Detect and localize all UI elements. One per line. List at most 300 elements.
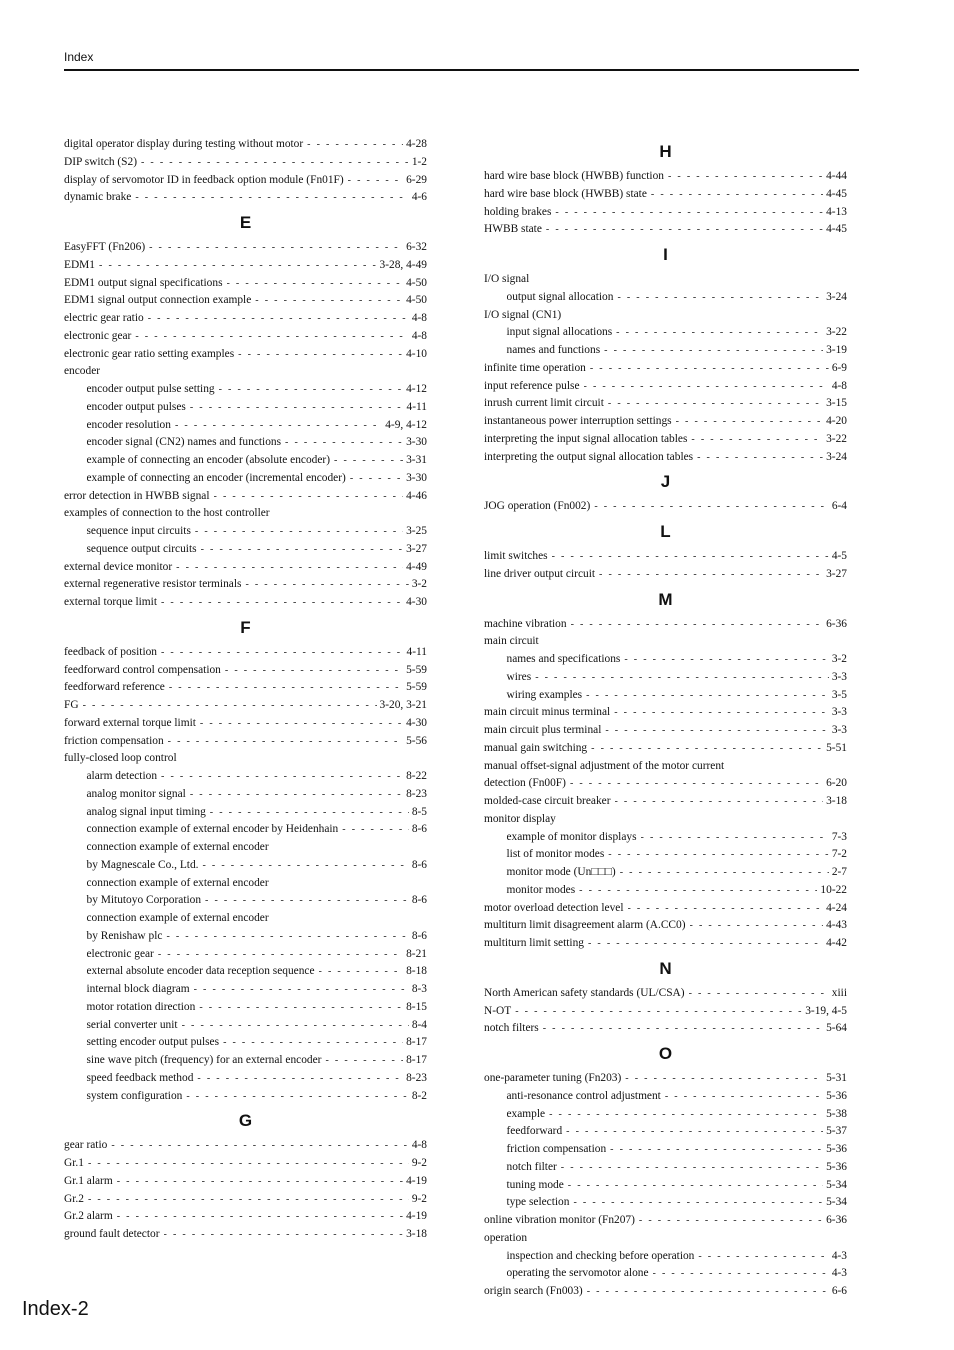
dot-leader xyxy=(697,449,823,467)
page-reference: 5-37 xyxy=(826,1125,847,1138)
index-subentry xyxy=(64,786,427,804)
dot-leader xyxy=(219,381,403,399)
dot-leader xyxy=(620,864,829,882)
dot-leader xyxy=(161,644,404,662)
page-reference: 5-31 xyxy=(826,1072,847,1084)
page-reference: 5-38 xyxy=(826,1107,847,1120)
dot-leader xyxy=(552,548,829,566)
index-term: tuning mode xyxy=(506,1178,564,1191)
index-entry xyxy=(484,935,847,953)
page-reference: 3-27 xyxy=(826,567,847,580)
dot-leader xyxy=(149,239,403,257)
index-term: speed feedback method xyxy=(86,1071,194,1084)
section-letter-e: E xyxy=(239,213,252,232)
page-reference: 8-22 xyxy=(406,770,427,782)
dot-leader xyxy=(641,829,829,847)
index-term: EDM1 signal output connection example xyxy=(64,294,252,307)
index-subentry xyxy=(64,999,427,1017)
dot-leader xyxy=(625,1070,823,1088)
index-term: ground fault detector xyxy=(64,1228,160,1240)
dot-leader xyxy=(614,704,829,722)
index-term: holding brakes xyxy=(484,205,552,218)
index-subentry xyxy=(64,1034,427,1052)
dot-leader xyxy=(570,775,823,793)
index-term: dynamic brake xyxy=(64,191,132,204)
section-letter-l: L xyxy=(660,522,671,541)
page-reference: 5-59 xyxy=(406,681,427,694)
dot-leader xyxy=(628,900,824,918)
index-term: electronic gear xyxy=(64,329,132,342)
dot-leader xyxy=(307,136,403,154)
index-term: inspection and checking before operation xyxy=(506,1249,695,1262)
page-reference: 3-15 xyxy=(826,397,847,410)
index-term: feedforward xyxy=(506,1125,563,1138)
index-term: gear ratio xyxy=(64,1139,108,1152)
index-term: DIP switch (S2) xyxy=(64,155,137,168)
page-reference: 3-3 xyxy=(831,724,847,736)
index-subentry xyxy=(484,1106,847,1124)
index-entry xyxy=(484,449,847,467)
index-term: hard wire base block (HWBB) state xyxy=(484,187,647,200)
index-entry xyxy=(484,413,847,431)
index-subentry xyxy=(484,1177,847,1195)
dot-leader xyxy=(168,733,403,751)
dot-leader xyxy=(610,1141,823,1159)
index-entry xyxy=(484,186,847,204)
dot-leader xyxy=(83,697,377,715)
index-subentry xyxy=(484,846,847,864)
index-entry xyxy=(484,566,847,584)
index-entry xyxy=(484,168,847,186)
index-subentry xyxy=(64,946,427,964)
page-reference: 4-28 xyxy=(406,138,427,150)
page-reference: 3-18 xyxy=(826,795,847,807)
index-term: line driver output circuit xyxy=(484,567,596,580)
dot-leader xyxy=(608,846,829,864)
page-reference: 3-27 xyxy=(406,542,427,555)
index-entry xyxy=(484,722,847,740)
index-subentry xyxy=(484,1141,847,1159)
dot-leader xyxy=(164,1226,404,1244)
page-reference: 4-8 xyxy=(411,312,427,324)
page-reference: 6-9 xyxy=(831,361,847,374)
page-reference: 8-21 xyxy=(406,947,427,960)
index-subentry xyxy=(484,342,847,360)
page-reference: 4-11 xyxy=(406,400,427,413)
page-reference: 4-45 xyxy=(826,223,847,236)
index-term: interpreting the output signal allocation tables xyxy=(484,450,694,463)
page-reference: 4-45 xyxy=(826,187,847,200)
index-term: motor rotation direction xyxy=(86,1000,196,1013)
dot-leader xyxy=(698,1248,828,1266)
page-reference: 8-5 xyxy=(411,805,427,818)
dot-leader xyxy=(117,1173,403,1191)
page-reference: 4-6 xyxy=(411,191,427,204)
page-reference: 3-5 xyxy=(831,688,847,701)
index-term: Gr.2 alarm xyxy=(64,1210,113,1223)
dot-leader xyxy=(549,1106,823,1124)
page-reference: 8-6 xyxy=(411,894,427,907)
page-reference: 5-34 xyxy=(826,1178,847,1191)
index-entry xyxy=(64,594,427,612)
index-entry xyxy=(484,498,847,516)
running-header: Index xyxy=(64,50,94,64)
dot-leader xyxy=(624,651,828,669)
page-reference: 3-24 xyxy=(826,450,847,463)
page-reference: 6-32 xyxy=(406,241,427,253)
index-entry xyxy=(484,811,847,829)
index-entry xyxy=(64,505,427,523)
page-reference: 4-12 xyxy=(406,383,427,395)
index-entry xyxy=(64,715,427,733)
dot-leader xyxy=(676,413,824,431)
dot-leader xyxy=(543,1020,823,1038)
page-reference: 4-8 xyxy=(411,1139,427,1152)
page-reference: 5-34 xyxy=(826,1196,847,1209)
index-entry xyxy=(484,221,847,239)
index-term: monitor display xyxy=(484,812,556,825)
dot-leader xyxy=(653,1265,829,1283)
page-reference: 8-18 xyxy=(406,965,427,978)
index-term: Gr.1 alarm xyxy=(64,1174,113,1187)
page-reference: 5-36 xyxy=(826,1160,847,1173)
page-reference: 4-30 xyxy=(406,596,427,608)
dot-leader xyxy=(566,1123,823,1141)
page-reference: 4-10 xyxy=(406,347,427,360)
index-subentry xyxy=(64,452,427,470)
index-term: notch filters xyxy=(484,1022,539,1035)
page-reference: 8-15 xyxy=(406,1000,427,1013)
index-term: origin search (Fn003) xyxy=(484,1285,583,1297)
index-entry xyxy=(64,679,427,697)
page-reference: 3-31 xyxy=(406,454,427,466)
index-subentry xyxy=(484,687,847,705)
index-term: by Magnescale Co., Ltd. xyxy=(86,858,199,871)
section-letter-i: I xyxy=(663,245,668,264)
index-entry xyxy=(64,662,427,680)
index-subentry xyxy=(64,821,427,839)
dot-leader xyxy=(227,275,404,293)
dot-leader xyxy=(200,715,403,733)
index-entry xyxy=(64,275,427,293)
dot-leader xyxy=(639,1212,823,1230)
index-subentry xyxy=(64,804,427,822)
index-entry xyxy=(484,740,847,758)
page-reference: 4-30 xyxy=(406,716,427,729)
index-term: wiring examples xyxy=(506,688,583,701)
index-term: EasyFFT (Fn206) xyxy=(64,241,146,253)
index-entry xyxy=(484,917,847,935)
index-term: forward external torque limit xyxy=(64,716,196,729)
index-subentry xyxy=(64,839,427,857)
index-term: motor overload detection level xyxy=(484,901,624,914)
index-term: example xyxy=(506,1107,546,1120)
page-reference: 3-2 xyxy=(411,578,427,591)
dot-leader xyxy=(604,342,823,360)
dot-leader xyxy=(590,360,829,378)
dot-leader xyxy=(186,1088,408,1106)
dot-leader xyxy=(584,378,829,396)
index-entry xyxy=(64,1173,427,1191)
index-term: North American safety standards (UL/CSA) xyxy=(484,986,685,999)
page-reference: 4-8 xyxy=(831,379,847,392)
index-subentry xyxy=(64,857,427,875)
index-entry xyxy=(484,395,847,413)
section-letter-g: G xyxy=(238,1111,253,1131)
page-reference: 3-28, 4-49 xyxy=(379,258,427,271)
index-term: operation xyxy=(484,1231,528,1244)
dot-leader xyxy=(668,168,823,186)
page-reference: 3-19, 4-5 xyxy=(805,1004,847,1017)
page-reference: 9-2 xyxy=(411,1192,427,1205)
dot-leader xyxy=(586,687,829,705)
index-entry xyxy=(64,154,427,172)
index-entry xyxy=(484,378,847,396)
page-number: Index-2 xyxy=(22,1298,89,1320)
index-term: EDM1 output signal specifications xyxy=(64,276,223,289)
index-term: internal block diagram xyxy=(86,983,190,995)
section-letter-m: M xyxy=(658,589,673,609)
page-reference: 10-22 xyxy=(820,883,847,896)
index-entry xyxy=(64,697,427,715)
index-entry xyxy=(484,307,847,325)
index-term: sine wave pitch (frequency) for an external encoder xyxy=(86,1054,322,1066)
index-term: multiturn limit disagreement alarm (A.CC0) xyxy=(484,919,686,932)
index-term: manual offset-signal adjustment of the motor current xyxy=(484,759,725,772)
index-entry xyxy=(484,704,847,722)
index-entry xyxy=(484,1003,847,1021)
dot-leader xyxy=(608,395,823,413)
index-term: connection example of external encoder xyxy=(86,876,269,889)
index-term: detection (Fn00F) xyxy=(484,777,566,790)
page-reference: 4-49 xyxy=(406,560,427,573)
index-entry xyxy=(484,548,847,566)
dot-leader xyxy=(325,1052,403,1070)
index-entry xyxy=(64,1191,427,1209)
dot-leader xyxy=(166,928,408,946)
index-term: input reference pulse xyxy=(484,379,580,392)
dot-leader xyxy=(88,1191,409,1209)
index-term: infinite time operation xyxy=(484,361,586,374)
index-subentry xyxy=(64,892,427,910)
index-subentry xyxy=(484,829,847,847)
section-letter-n: N xyxy=(659,958,672,978)
dot-leader xyxy=(245,576,408,594)
index-entry xyxy=(484,1283,847,1301)
section-letter-j: J xyxy=(660,472,671,492)
section-letter-o: O xyxy=(658,1044,673,1063)
page-reference: 5-51 xyxy=(826,741,847,754)
index-term: monitor modes xyxy=(506,883,576,896)
index-term: input signal allocations xyxy=(506,326,613,339)
index-term: encoder xyxy=(64,365,101,378)
index-term: FG xyxy=(64,699,79,711)
dot-leader xyxy=(214,488,404,506)
index-entry xyxy=(484,204,847,222)
index-term: display of servomotor ID in feedback option module (Fn01F) xyxy=(64,173,344,186)
page-reference: 5-36 xyxy=(826,1089,847,1102)
section-letter-h: H xyxy=(659,142,672,161)
index-term: wires xyxy=(506,670,532,683)
index-term: limit switches xyxy=(484,550,548,562)
index-subentry xyxy=(484,1123,847,1141)
dot-leader xyxy=(141,154,409,172)
page-reference: 6-20 xyxy=(826,777,847,790)
dot-leader xyxy=(175,417,382,435)
index-subentry xyxy=(484,864,847,882)
index-term: by Mitutoyo Corporation xyxy=(86,894,202,907)
dot-leader xyxy=(161,594,403,612)
index-term: friction compensation xyxy=(64,734,164,747)
index-entry xyxy=(64,1226,427,1244)
index-term: encoder signal (CN2) names and functions xyxy=(86,436,282,449)
dot-leader xyxy=(238,346,403,364)
dot-leader xyxy=(201,541,404,559)
index-term: error detection in HWBB signal xyxy=(64,489,210,502)
index-term: notch filter xyxy=(506,1160,557,1173)
dot-leader xyxy=(591,740,823,758)
index-entry xyxy=(484,1212,847,1230)
dot-leader xyxy=(176,559,403,577)
page-reference: 3-3 xyxy=(831,706,847,719)
index-subentry xyxy=(484,1248,847,1266)
index-column-right xyxy=(484,136,847,1301)
page-reference: 5-56 xyxy=(406,734,427,747)
dot-leader xyxy=(111,1137,408,1155)
dot-leader xyxy=(617,289,823,307)
page-reference: 8-23 xyxy=(406,787,427,800)
index-term: example of monitor displays xyxy=(506,830,637,843)
index-entry xyxy=(64,1208,427,1226)
page-reference: 4-46 xyxy=(406,489,427,502)
index-term: encoder resolution xyxy=(86,418,171,431)
index-term: electronic gear xyxy=(86,947,154,960)
index-term: Gr.2 xyxy=(64,1192,84,1205)
index-term: instantaneous power interruption settings xyxy=(484,415,672,427)
index-subentry xyxy=(64,928,427,946)
index-entry xyxy=(64,576,427,594)
page-reference: 4-50 xyxy=(406,294,427,307)
dot-leader xyxy=(148,310,409,328)
index-term: feedforward reference xyxy=(64,681,165,694)
index-entry xyxy=(64,292,427,310)
page-reference: 4-20 xyxy=(826,415,847,427)
index-term: manual gain switching xyxy=(484,741,588,754)
page-reference: 6-36 xyxy=(826,617,847,630)
index-term: external regenerative resistor terminals xyxy=(64,578,242,591)
index-subentry xyxy=(64,1052,427,1070)
index-term: main circuit xyxy=(484,635,539,648)
index-subentry xyxy=(64,434,427,452)
page-reference: 9-2 xyxy=(411,1157,427,1169)
index-term: JOG operation (Fn002) xyxy=(484,500,591,513)
dot-leader xyxy=(588,935,823,953)
page-reference: xiii xyxy=(831,986,847,999)
index-term: sequence input circuits xyxy=(86,525,191,537)
index-term: analog monitor signal xyxy=(86,787,186,800)
index-term: fully-closed loop control xyxy=(64,752,177,765)
index-subentry xyxy=(484,669,847,687)
section-letter-f: F xyxy=(240,617,251,637)
page-reference: 1-2 xyxy=(411,155,427,168)
index-entry xyxy=(484,758,847,776)
index-term: digital operator display during testing without motor xyxy=(64,138,304,150)
index-subentry xyxy=(64,417,427,435)
index-subentry xyxy=(64,523,427,541)
index-term: operating the servomotor alone xyxy=(506,1267,649,1280)
index-entry xyxy=(64,257,427,275)
index-subentry xyxy=(484,324,847,342)
page-reference: 7-3 xyxy=(831,830,847,843)
index-term: one-parameter tuning (Fn203) xyxy=(484,1072,622,1084)
dot-leader xyxy=(587,1283,829,1301)
index-column-left xyxy=(64,136,427,1244)
dot-leader xyxy=(535,669,829,687)
dot-leader xyxy=(573,1194,823,1212)
dot-leader xyxy=(190,786,403,804)
page-reference: 6-6 xyxy=(831,1285,847,1297)
dot-leader xyxy=(568,1177,823,1195)
page-reference: 4-8 xyxy=(411,329,427,342)
page-reference: 3-30 xyxy=(406,436,427,449)
dot-leader xyxy=(605,722,828,740)
index-subentry xyxy=(64,399,427,417)
index-subentry xyxy=(484,1194,847,1212)
index-term: output signal allocation xyxy=(506,290,614,303)
dot-leader xyxy=(199,999,403,1017)
dot-leader xyxy=(161,768,403,786)
index-entry xyxy=(64,136,427,154)
page-reference: 4-44 xyxy=(826,170,847,182)
index-term: analog signal input timing xyxy=(86,805,206,818)
dot-leader xyxy=(223,1034,403,1052)
index-term: examples of connection to the host controller xyxy=(64,507,270,520)
index-term: system configuration xyxy=(86,1089,183,1102)
index-subentry xyxy=(484,1088,847,1106)
index-term: sequence output circuits xyxy=(86,542,197,555)
page-reference: 4-5 xyxy=(831,550,847,562)
dot-leader xyxy=(135,328,408,346)
page-reference: 4-3 xyxy=(831,1267,847,1280)
index-entry xyxy=(484,1020,847,1038)
index-term: feedback of position xyxy=(64,645,157,658)
page-reference: 5-64 xyxy=(826,1022,847,1035)
page-reference: 3-20, 3-21 xyxy=(379,699,427,711)
dot-leader xyxy=(99,257,377,275)
index-entry xyxy=(64,172,427,190)
index-term: I/O signal xyxy=(484,273,530,285)
dot-leader xyxy=(616,324,823,342)
dot-leader xyxy=(651,186,823,204)
page-reference: 4-24 xyxy=(826,901,847,914)
page-reference: 3-2 xyxy=(831,653,847,665)
index-entry xyxy=(64,363,427,381)
dot-leader xyxy=(690,917,824,935)
index-term: external torque limit xyxy=(64,596,157,608)
index-subentry xyxy=(484,289,847,307)
page-reference: 6-4 xyxy=(831,500,847,513)
dot-leader xyxy=(225,662,403,680)
dot-leader xyxy=(117,1208,403,1226)
index-term: serial converter unit xyxy=(86,1018,178,1031)
index-term: interpreting the input signal allocation tables xyxy=(484,432,688,445)
index-term: example of connecting an encoder (absolute encoder) xyxy=(86,454,331,466)
page-reference: 8-6 xyxy=(411,858,427,871)
index-entry xyxy=(64,239,427,257)
index-entry xyxy=(64,1155,427,1173)
page-reference: 8-17 xyxy=(406,1054,427,1066)
page-reference: 2-7 xyxy=(831,866,847,878)
